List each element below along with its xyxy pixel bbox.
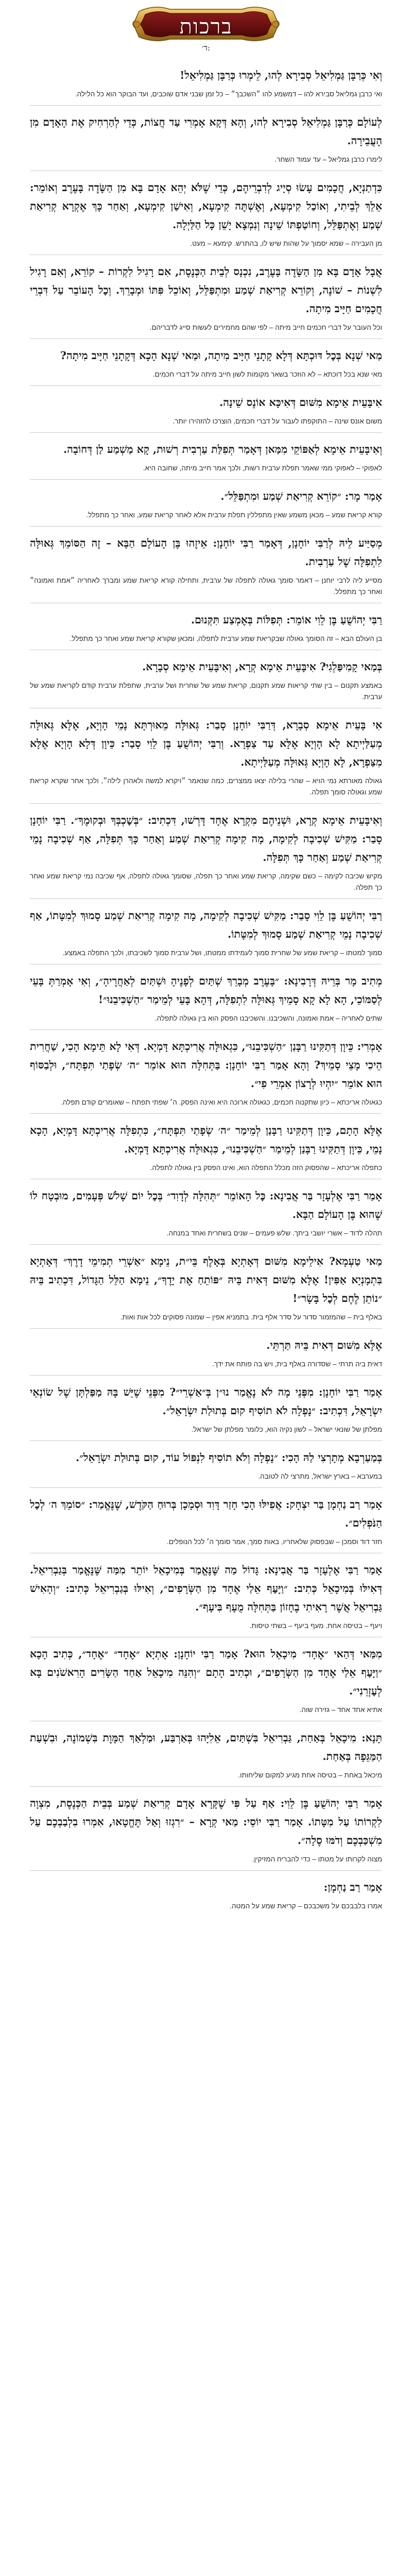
divider xyxy=(30,1440,382,1441)
gemara-text: אִיבָּעֵית אֵימָא מִשּׁוּם דְּאִיכָּא אוֹנֶס שֵׁינָה. xyxy=(219,396,382,409)
divider xyxy=(30,479,382,480)
text-segment xyxy=(0,178,412,249)
gemara-text: מַאי שְׁנָא בְּכׇל דּוּכְתָּא דְּלָא קָתָנֵי חַיָּיב מִיתָה, וּמַאי שְׁנָא הָכָא דְּקָתָנֵי חַיָּיב מִיתָה? xyxy=(60,349,382,362)
text-segment xyxy=(0,811,412,893)
commentary-text: אמרו בלבבכם על משכבכם – קריאת שמע על המטה. xyxy=(230,1902,382,1910)
commentary-text: לאפוקי – לאפוקי ממי שאמר תפלת ערבית רשות, ולכך אמר חייב מיתה, שחובה היא. xyxy=(143,464,382,472)
divider xyxy=(30,1029,382,1030)
gemara-text: רַבִּי יְהוֹשֻׁעַ בֶּן לֵוִי אוֹמֵר: תְּפִלּוֹת בְּאֶמְצַע תִּקְּנוּם. xyxy=(191,614,382,626)
divider xyxy=(30,1487,382,1488)
text-segment xyxy=(0,1252,412,1323)
text-segment xyxy=(0,716,412,798)
divider xyxy=(30,1113,382,1114)
text-segment xyxy=(0,1561,412,1632)
commentary-text: מאי שנא בכל דוכתא – לא הוזכר בשאר מקומות לשון חייב מיתה על דברי חכמים. xyxy=(152,370,382,378)
commentary-text: חזר דוד וסמכן – שבפסוק שלאחריו, באות סמך, אמר סומך ה׳ לכל הנופלים. xyxy=(167,1538,382,1546)
gemara-text: כִּדְתַנְיָא, חֲכָמִים עָשׂוּ סְיָיג לְדִבְרֵיהֶם, כְּדֵי שֶׁלֹּא יְהֵא אָדָם בָּא מִן הַשָּׂדֶה בָּעֶרֶב וְאוֹמֵר: אֵלֵךְ לְבֵיתִי, וְאוֹכַל קִימְעָא, וְאֶשְׁתֶּה קִימְעָא, וְאִישַׁן קִימְעָא, וְאַחַר כָּךְ אֶקְרָא קְרִיאַת שְׁמַע וְאֶתְפַּלֵּל, וְחוֹטַפְתּוֹ שֵׁינָה וְנִמְצָא יָשֵׁן כָּל הַלַּיְלָה. xyxy=(30,181,382,231)
text-segment xyxy=(0,66,412,100)
page-title: ברכות xyxy=(179,15,233,39)
gemara-text: בְּמַאי קָמִיפַּלְגִי? אִיבָּעֵית אֵימָא קְרָא, וְאִיבָּעֵית אֵימָא סְבָרָא. xyxy=(142,660,382,673)
gemara-text: וְאִיבָּעֵית אֵימָא קְרָא, וּשְׁנֵיהֶם מִקְרָא אֶחָד דָּרְשׁוּ, דִּכְתִיב: ״בְּשׇׁכְבְּךָ וּבְקוּמֶךָ״. רַבִּי יוֹחָנָן סָבַר: מַקִּישׁ שְׁכִיבָה לְקִימָה, מָה קִימָה קְרִיאַת שְׁמַע וְאַחַר כָּךְ תְּפִלָּה, אַף שְׁכִיבָה נָמֵי קְרִיאַת שְׁמַע וְאַחַר כָּךְ תְּפִלָּה. xyxy=(30,814,382,863)
gemara-text: לְעוֹלָם כְּרַבָּן גַּמְלִיאֵל סְבִירָא לְהוּ, וְהָא דְּקָא אָמְרִי עַד חֲצוֹת, כְּדֵי לְהַרְחִיק אֶת הָאָדָם מִן הָעֲבֵירָה. xyxy=(30,116,382,147)
commentary-text: מיכאל באחת – בטיסה אחת מגיע למקום שליחותו. xyxy=(238,1771,382,1779)
commentary-text: ואי כרבן גמליאל סבירא להו – דמשמע להו ״השכבך״ – כל זמן שבני אדם שוכבים, ועד הבוקר הוא כל הלילה. xyxy=(75,90,382,98)
gemara-text: אָמַר רַב נַחְמָן בַּר יִצְחָק: אֲפִילּוּ הָכִי חָזַר דָּוִד וּסְמָכָן בְּרוּחַ הַקֹּדֶשׁ, שֶׁנֶּאֱמַר: ״סוֹמֵךְ ה׳ לְכׇל הַנֹּפְלִים״. xyxy=(30,1498,382,1529)
commentary-text: וכל העובר על דברי חכמים חייב מיתה – לפי שהם מחמירים לעשות סייג לדבריהם. xyxy=(149,324,382,331)
commentary-text: תהלה לדוד – אשרי יושבי ביתך. שלש פעמים – שנים בשחרית ואחד במנחה. xyxy=(166,1229,382,1237)
gemara-text: בְּמַעַרְבָא מְתָרְצִי לַהּ הָכִי: ״נָפְלָה וְלֹא תוֹסִיף לִנְפּוֹל עוֹד, קוּם בְּתוּלַת יִשְׂרָאֵל״. xyxy=(75,1451,382,1464)
text-segment xyxy=(0,1728,412,1781)
commentary-text: מן העבירה – שמא יסמוך על שהות שיש לו, בהתרש. קימעא – מעט. xyxy=(190,240,382,247)
gemara-text: אֶלָּא הָתָם, כֵּיוָן דְּתַקִּינוּ רַבָּנַן לְמֵימַר ״ה׳ שְׂפָתַי תִּפְתָּח״, כִּתְפִלָּה אֲרִיכְתָּא דָּמְיָא, הָכָא נָמֵי, כֵּיוָן דְּתַקִּינוּ רַבָּנַן לְמֵימַר ״הַשְׁכִּיבֵנוּ״, כִּגְאוּלָּה אֲרִיכְתָּא דָּמְיָא. xyxy=(30,1124,382,1155)
divider xyxy=(30,526,382,527)
commentary-text: סמוך למטתו – קריאת שמע של שחרית סמוך לעמידתו ממטתו, ושל ערבית סמוך לשכיבתו, ולכך התפלה באמצע. xyxy=(62,949,382,957)
commentary-text: מצוה לקרותו על מטתו – כדי להבריח המזיקין. xyxy=(252,1855,382,1863)
text-segment xyxy=(0,611,412,645)
gemara-text: מְסַיַּיע לֵיהּ לְרַבִּי יוֹחָנָן, דְּאָמַר רַבִּי יוֹחָנָן: אֵיזֶהוּ בֶּן הָעוֹלָם הַבָּא – זֶה הַסּוֹמֵךְ גְּאוּלָּה לִתְפִלָּה שֶׁל עַרְבִית. xyxy=(30,537,382,568)
text-segment xyxy=(0,534,412,598)
commentary-text: שתים לאחריה – אמת ואמונה, והשכיבנו. והשכיבנו הפסק הוא בין גאולה לתפלה. xyxy=(154,1014,382,1022)
gemara-text: אֶלָּא מִשּׁוּם דְּאִית בֵּיהּ תַּרְתֵּי. xyxy=(266,1339,382,1351)
commentary-text: מפלתן של שונאי ישראל – לשון נקיה הוא, כלומר מפלתן של ישראל. xyxy=(191,1426,382,1433)
gemara-text: אָמַר רַבִּי יְהוֹשֻׁעַ בֶּן לֵוִי: אַף עַל פִּי שֶׁקָּרָא אָדָם קְרִיאַת שְׁמַע בְּבֵית הַכְּנֶסֶת, מִצְוָה לִקְרוֹתוֹ עַל מִטָּתוֹ. אָמַר רַבִּי יוֹסֵי: מַאי קְרָא – ״רִגְזוּ וְאַל תֶּחֱטָאוּ, אִמְרוּ בִלְבַבְכֶם עַל מִשְׁכַּבְכֶם וְדֹמּוּ סֶלָה״. xyxy=(30,1797,382,1846)
text-segment xyxy=(0,1121,412,1174)
text-segment xyxy=(0,346,412,380)
header-banner xyxy=(0,0,412,62)
gemara-text: וְאִי כְּרַבָּן גַּמְלִיאֵל סְבִירָא לְהוּ, לֵימְרוּ כְּרַבָּן גַּמְלִיאֵל! xyxy=(180,69,382,81)
commentary-text: משום אונס שינה – התוקפתו לעבור על דברי חכמים, הוצרכו להזהירו יותר. xyxy=(173,417,382,425)
commentary-text: בן העולם הבא – זה הסומך גאולה שבקריאת שמע ערבית לתפלה, ומכאן שקורא קריאת שמע ואחר כך מתפלל. xyxy=(70,635,382,642)
gemara-text: אָמְרִי: כֵּיוָן דְּתַקִּינוּ רַבָּנַן ״הַשְׁכִּיבֵנוּ״, כִּגְאוּלָּה אֲרִיכְתָּא דָּמְיָא. דְּאִי לָא תֵּימָא הָכִי, שַׁחֲרִית הֵיכִי מָצֵי סָמֵיךְ? וְהָא אָמַר רַבִּי יוֹחָנָן: בַּתְּחִלָּה הוּא אוֹמֵר ״ה׳ שְׂפָתַי תִּפְתָּח״, וּלְבַסּוֹף הוּא אוֹמֵר ״יִהְיוּ לְרָצוֹן אִמְרֵי פִי״. xyxy=(30,1040,382,1090)
commentary-text: ויעף – בטיסה אחת. מעף ביעף – בשתי טיסות. xyxy=(249,1622,382,1630)
commentary-text: באלף בית – שהמזמור סדור על סדר אלף בית. בתמניא אפין – שמונה פסוקים לכל אות ואות. xyxy=(120,1313,382,1321)
text-body xyxy=(0,66,412,2576)
text-segment xyxy=(0,1878,412,1912)
text-segment xyxy=(0,1336,412,1370)
text-segment xyxy=(0,1794,412,1865)
commentary-text: כגאולה אריכתא – כיון שתקנוה חכמים, כגאולה ארוכה היא ואינה הפסק. ה׳ שפתי תפתח – שאומרים קודם תפלה. xyxy=(61,1098,382,1106)
divider xyxy=(30,1786,382,1787)
gemara-text: אֲבָל אָדָם בָּא מִן הַשָּׂדֶה בָּעֶרֶב, נִכְנָס לְבֵית הַכְּנֶסֶת, אִם רָגִיל לִקְרוֹת – קוֹרֵא, וְאִם רָגִיל לִשְׁנוֹת – שׁוֹנֶה, וְקוֹרֵא קְרִיאַת שְׁמַע וּמִתְפַּלֵּל, וְאוֹכֵל פִּתּוֹ וּמְבָרֵךְ. וְכׇל הָעוֹבֵר עַל דִּבְרֵי חֲכָמִים חַיָּיב מִיתָה. xyxy=(30,265,382,315)
text-segment xyxy=(0,487,412,521)
commentary-text: גאולה מאורתא נמי הויא – שהרי בלילה יצאו ממצרים, כמה שנאמר ״ויקרא למשה ולאהרן לילה״, ולכך אחר שקרא קריאת שמע וגאולה סומך תפלה. xyxy=(30,777,382,796)
text-segment xyxy=(0,906,412,959)
commentary-text: לימרו כרבן גמליאל – עד עמוד השחר. xyxy=(274,156,382,163)
commentary-text: באמצע תקנום – בין שתי קריאות שמע תקנום, קריאת שמע של שחרית ושל ערבית, שתפלת ערבית קודם לקריאת שמע של ערבית. xyxy=(30,682,382,701)
text-segment xyxy=(0,1495,412,1548)
text-segment xyxy=(0,1383,412,1435)
commentary-text: כתפלה אריכתא – שהפסוק הזה מכלל התפלה הוא, ואינו הפסק בין גאולה לתפלה. xyxy=(150,1164,382,1172)
text-segment xyxy=(0,1037,412,1108)
gemara-text: אָמַר רַב נַחְמָן: xyxy=(323,1881,382,1893)
text-segment xyxy=(0,1645,412,1716)
divider xyxy=(30,432,382,433)
divider xyxy=(30,803,382,804)
commentary-text: דאית ביה תרתי – שסדורה באלף בית, ויש בה פותח את ידך. xyxy=(212,1360,382,1368)
gemara-text: מַאי טַעְמָא? אִילֵימָא מִשּׁוּם דְּאָתְיָא בְּאָלֶף בֵּי״ת, נֵימָא ״אַשְׁרֵי תְמִימֵי דָרֶךְ״ דְּאָתְיָא בִּתְמָנְיָא אַפִּין! אֶלָּא מִשּׁוּם דְּאִית בֵּיהּ ״פּוֹתֵחַ אֶת יָדֶךָ״, נֵימָא הַלֵּל הַגָּדוֹל, דִּכְתִיב בֵּיהּ ״נוֹתֵן לֶחֶם לְכׇל בָּשָׂר״! xyxy=(30,1255,382,1304)
commentary-text: במערבא – בארץ ישראל, מתרצי לה לטובה. xyxy=(258,1472,382,1480)
gemara-text: אִי בָּעֵית אֵימָא סְבָרָא, דְּרַבִּי יוֹחָנָן סָבַר: גְּאוּלָּה מֵאוּרְתָּא נָמֵי הָוְיָא, אֶלָּא גְּאוּלָּה מְעַלַּיְיתָא לָא הָוְיָא אֶלָּא עַד צַפְרָא. וְרַבִּי יְהוֹשֻׁעַ בֶּן לֵוִי סָבַר: כֵּיוָן דְּלָא הָוְיָא אֶלָּא מִצַּפְרָא, לָא הָוְיָא גְּאוּלָּה מְעַלַּיְיתָא. xyxy=(30,719,382,768)
gemara-text: אָמַר רַבִּי יוֹחָנָן: מִפְּנֵי מָה לֹא נֶאֱמַר נוּ״ן בְּ״אַשְׁרֵי״? מִפְּנֵי שֶׁיֵּשׁ בָּהּ מַפַּלְתָּן שֶׁל שׂוֹנְאֵי יִשְׂרָאֵל, דִּכְתִיב: ״נָפְלָה לֹא תוֹסִיף קוּם בְּתוּלַת יִשְׂרָאֵל״. xyxy=(30,1386,382,1417)
text-segment xyxy=(0,657,412,703)
gemara-text: תָּנָא: מִיכָאֵל בְּאַחַת, גַּבְרִיאֵל בִּשְׁתַּיִם, אֵלִיָּהוּ בְּאַרְבַּע, וּמַלְאַךְ הַמָּוֶת בִּשְׁמוֹנֶה, וּבִשְׁעַת הַמַּגֵּפָה בְּאַחַת. xyxy=(30,1732,382,1762)
gemara-text: אָמַר מָר: ״קוֹרֵא קְרִיאַת שְׁמַע וּמִתְפַּלֵּל״. xyxy=(220,490,382,502)
gemara-text: אָמַר רַבִּי אֶלְעָזָר בַּר אֲבִינָא: גָּדוֹל מַה שֶּׁנֶּאֱמַר בְּמִיכָאֵל יוֹתֵר מִמַּה שֶּׁנֶּאֱמַר בְּגַבְרִיאֵל. דְּאִילּוּ בְּמִיכָאֵל כְּתִיב: ״וַיָּעׇף אֵלַי אֶחָד מִן הַשְּׂרָפִים״, וְאִילּוּ בְּגַבְרִיאֵל כְּתִיב: ״וְהָאִישׁ גַּבְרִיאֵל אֲשֶׁר רָאִיתִי בֶחָזוֹן בַּתְּחִלָּה מֻעָף בִּיעָף״. xyxy=(30,1564,382,1613)
gemara-text: רַבִּי יְהוֹשֻׁעַ בֶּן לֵוִי סָבַר: מַקִּישׁ שְׁכִיבָה לְקִימָה, מָה קִימָה קְרִיאַת שְׁמַע סָמוּךְ לְמִטָּתוֹ, אַף שְׁכִיבָה נָמֵי קְרִיאַת שְׁמַע סָמוּךְ לְמִטָּתוֹ. xyxy=(30,909,382,940)
divider xyxy=(30,385,382,386)
text-segment xyxy=(0,1448,412,1482)
commentary-text: מסייע ליה לרבי יוחנן – דאמר סומך גאולה לתפלה של ערבית, ותחילה קורא קריאת שמע ומברך לאחריה ״אמת ואמונה״ ואחר כך מתפלל. xyxy=(30,577,382,596)
divider xyxy=(30,1328,382,1329)
divider xyxy=(30,1870,382,1871)
gemara-text: מִמַּאי דְּהַאי ״אֶחָד״ מִיכָאֵל הוּא? אָמַר רַבִּי יוֹחָנָן: אָתְיָא ״אֶחָד״ ״אֶחָד״, כְּתִיב הָכָא ״וַיָּעׇף אֵלַי אֶחָד מִן הַשְּׂרָפִים״, וּכְתִיב הָתָם ״וְהִנֵּה מִיכָאֵל אַחַד הַשָּׂרִים הָרִאשֹׁנִים בָּא לְעׇזְרֵנִי״. xyxy=(30,1648,382,1697)
commentary-text: אתיא אחד אחד – גזירה שוה. xyxy=(299,1706,382,1714)
divider xyxy=(30,338,382,339)
text-segment xyxy=(0,972,412,1024)
gemara-text: מְתִיב מָר בְּרֵיהּ דְּרָבִינָא: ״בָּעֶרֶב מְבָרֵךְ שְׁתַּיִם לְפָנֶיהָ וּשְׁתַּיִם לְאַחֲרֶיהָ״, וְאִי אָמְרַתְּ בָּעֵי לְסַמּוֹכֵי, הָא לָא קָא סָמֵיךְ גְּאוּלָּה לִתְפִלָּה, דְּהָא בָּעֵי לְמֵימַר ״הַשְׁכִּיבֵנוּ״! xyxy=(30,975,382,1006)
gemara-text: אָמַר רַבִּי אֶלְעָזָר בַּר אֲבִינָא: כׇּל הָאוֹמֵר ״תְּהִלָּה לְדָוִד״ בְּכׇל יוֹם שָׁלֹשׁ פְּעָמִים, מוּבְטָח לוֹ שֶׁהוּא בֶּן הָעוֹלָם הַבָּא. xyxy=(30,1190,382,1221)
text-segment xyxy=(0,262,412,333)
commentary-text: מקיש שכיבה לקימה – כשם שקימה, קריאת שמע ואחר כך תפלה, שסומך גאולה לתפלה, אף שכיבה נמי קריאת שמע ואחר כך תפלה. xyxy=(30,872,382,891)
text-segment xyxy=(0,440,412,474)
gemara-text: וְאִיבָּעֵית אֵימָא לְאַפּוֹקֵי מִמַּאן דְּאָמַר תְּפִלַּת עַרְבִית רְשׁוּת, קָא מַשְׁמַע לַן דְּחוֹבָה. xyxy=(63,443,382,455)
commentary-text: קורא קריאת שמע – מכאן משמע שאין מתפללין תפלת ערבית אלא לאחר קריאת שמע, ואחר כך מתפלל. xyxy=(86,511,382,519)
daf-label: ד׳: xyxy=(202,43,210,53)
divider xyxy=(30,105,382,106)
divider xyxy=(30,1375,382,1376)
divider xyxy=(30,1244,382,1245)
text-segment xyxy=(0,113,412,165)
text-segment xyxy=(0,1187,412,1239)
text-segment xyxy=(0,393,412,427)
